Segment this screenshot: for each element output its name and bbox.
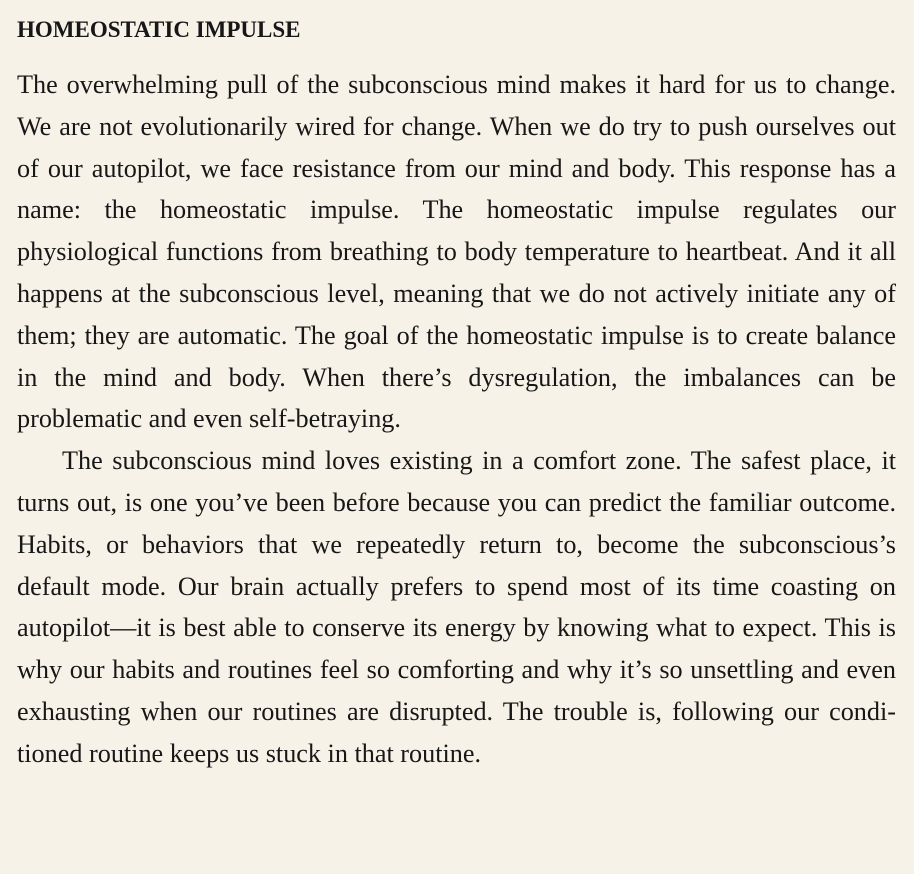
paragraph-comfort-zone: The subconscious mind loves existing in a comfort zone. The safest place, it turns out, is one you’ve been before because you can predict the familiar outcome. Habits, or behaviors that we repeatedly return to, become the subconscious’s default mode. Our brain actually prefers to spend most of its time coasting on autopilot—it is best able to conserve its energy by knowing what to expect. This is why our habits and routines feel so comforting and why it’s so unsettling and even exhausting when our routines are disrupted. The trouble is, following our conditioned routine keeps us stuck in that routine.	[17, 446, 896, 768]
section-heading: HOMEOSTATIC IMPULSE	[17, 17, 301, 42]
paragraph-homeostatic-impulse: The overwhelming pull of the subconscious mind makes it hard for us to change. We are not evolutionarily wired for change. When we do try to push ourselves out of our autopilot, we face resistance from our mind and body. This response has a name: the homeostatic impulse. The homeostatic impulse regulates our physiological functions from breathing to body temperature to heartbeat. And it all happens at the subconscious level, meaning that we do not actively initiate any of them; they are automatic. The goal of the homeostatic impulse is to create balance in the mind and body. When there’s dysregulation, the imbalances can be problematic and even self-betraying.	[17, 70, 896, 434]
